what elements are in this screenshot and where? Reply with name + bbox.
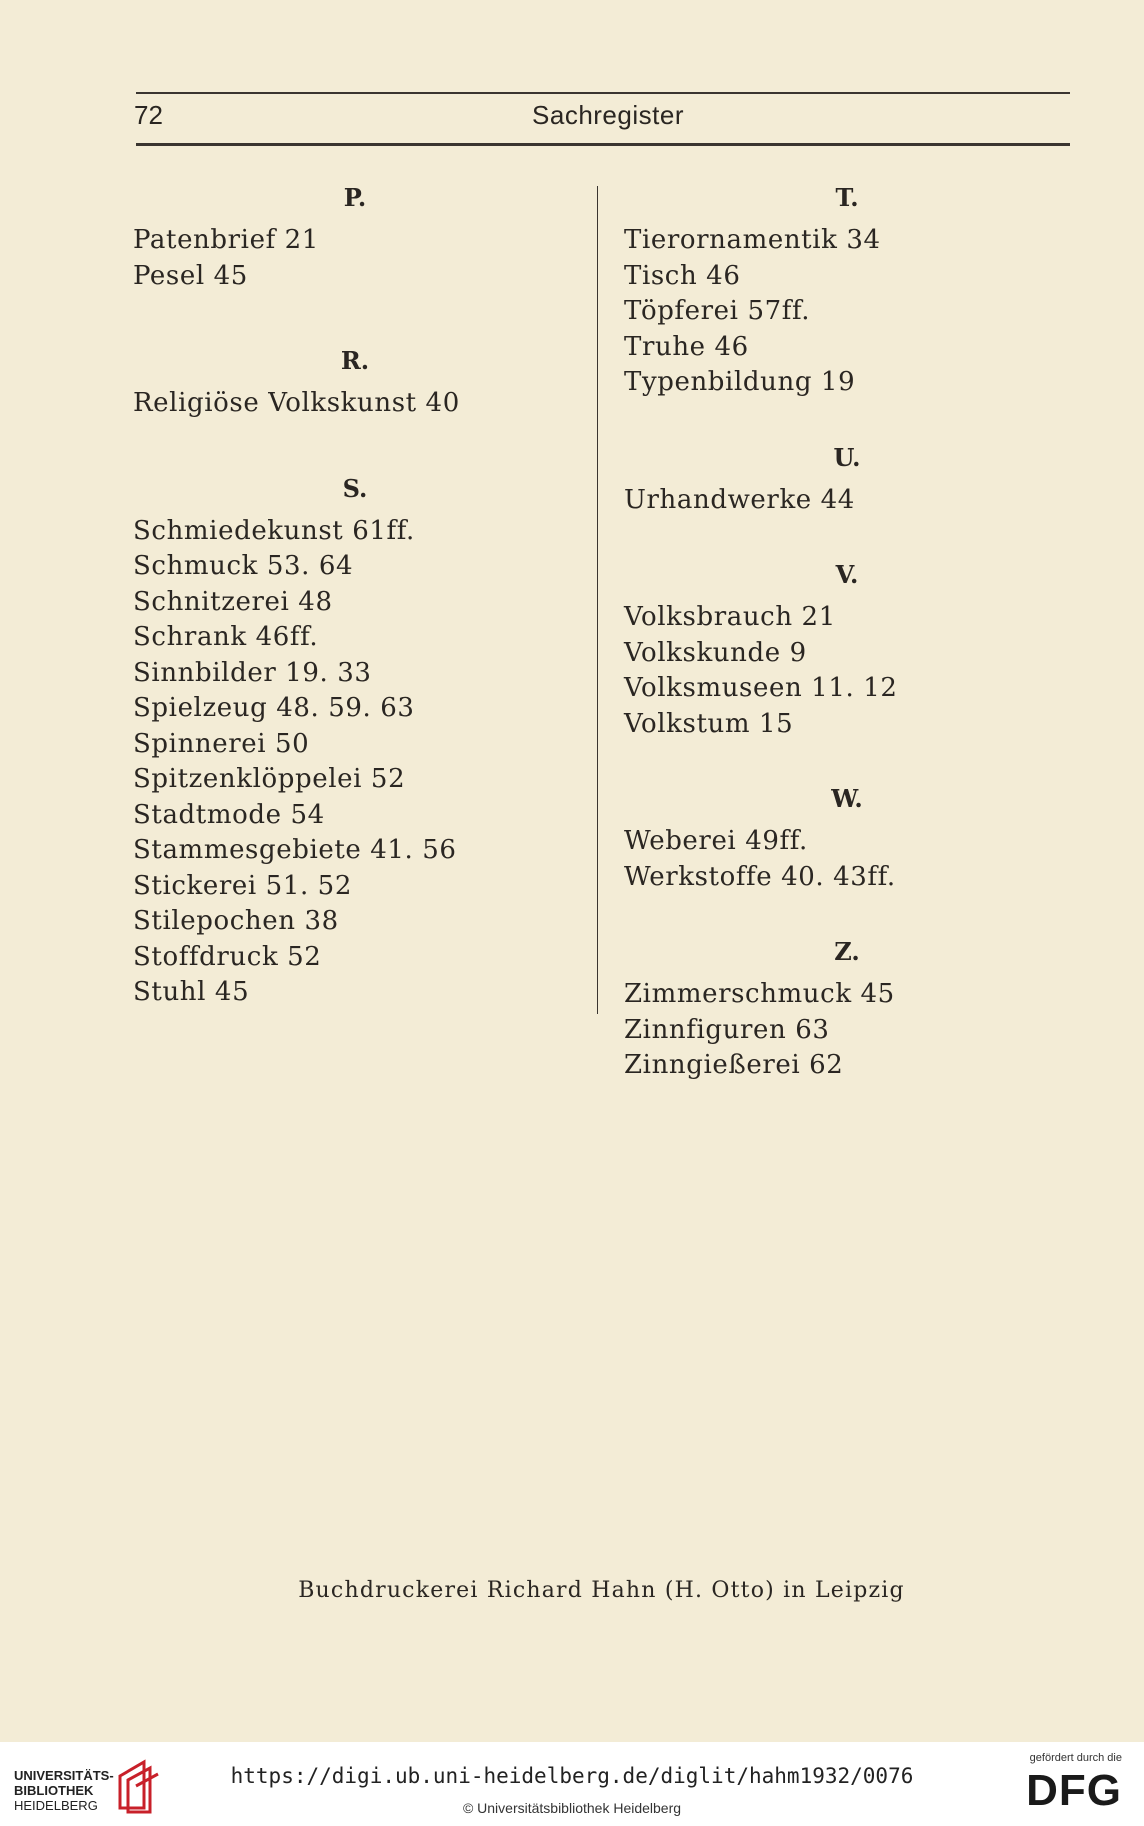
index-entry: Zinnfiguren 63 <box>624 1014 830 1045</box>
letter-heading-t: T. <box>835 183 859 212</box>
index-entry: Werkstoffe 40. 43ff. <box>624 861 896 892</box>
index-entry: Religiöse Volkskunst 40 <box>133 388 460 418</box>
letter-heading-v: V. <box>835 560 859 589</box>
index-entry: Schnitzerei 48 <box>133 586 333 617</box>
funding-note: gefördert durch die <box>1029 1752 1122 1764</box>
printer-imprint: Buchdruckerei Richard Hahn (H. Otto) in Leipzig <box>298 1578 905 1603</box>
index-entry: Weberei 49ff. <box>624 826 808 856</box>
index-entry: Sinnbilder 19. 33 <box>133 657 372 688</box>
index-column-left <box>133 181 593 1011</box>
letter-heading-z: Z. <box>834 937 860 966</box>
page-number: 72 <box>134 100 163 130</box>
index-entry: Volkskunde 9 <box>624 637 807 668</box>
index-entry: Stammesgebiete 41. 56 <box>133 835 457 865</box>
index-entry: Schmiedekunst 61ff. <box>133 515 415 546</box>
index-entry: Zimmerschmuck 45 <box>624 979 895 1009</box>
index-entry: Zinngießerei 62 <box>624 1050 844 1080</box>
index-entry: Schmuck 53. 64 <box>133 551 354 581</box>
letter-heading-p: P. <box>343 183 367 212</box>
index-entry: Truhe 46 <box>624 331 749 362</box>
index-entry: Pesel 45 <box>133 260 248 291</box>
index-entry: Patenbrief 21 <box>133 225 319 255</box>
index-entry: Spielzeug 48. 59. 63 <box>133 693 415 723</box>
index-entry: Volkstum 15 <box>624 708 794 739</box>
index-entry: Stuhl 45 <box>133 977 250 1007</box>
index-entry: Spinnerei 50 <box>133 728 310 759</box>
bottom-rule <box>136 143 1070 146</box>
library-name-line1: UNIVERSITÄTS- <box>14 1768 114 1783</box>
index-entry: Volksbrauch 21 <box>624 602 836 632</box>
index-entry: Urhandwerke 44 <box>624 484 855 515</box>
library-name-line2: BIBLIOTHEK <box>14 1783 94 1798</box>
index-entry: Spitzenklöppelei 52 <box>133 764 406 794</box>
dfg-logo: DFG <box>1026 1766 1122 1815</box>
index-entry: Schrank 46ff. <box>133 622 319 652</box>
index-entry: Stoffdruck 52 <box>133 941 322 972</box>
letter-heading-u: U. <box>833 442 861 472</box>
index-entry: Volksmuseen 11. 12 <box>624 673 898 703</box>
column-divider <box>597 186 598 1014</box>
top-rule <box>136 92 1070 94</box>
digitization-footer <box>0 1742 1144 1826</box>
index-entry: Typenbildung 19 <box>624 367 856 397</box>
index-entry: Tierornamentik 34 <box>624 225 881 255</box>
index-entry: Tisch 46 <box>624 260 741 291</box>
copyright-notice: © Universitätsbibliothek Heidelberg <box>462 1800 682 1816</box>
index-entry: Töpferei 57ff. <box>624 296 811 326</box>
library-name-line3: HEIDELBERG <box>14 1798 98 1813</box>
letter-heading-s: S. <box>342 473 368 503</box>
index-entry: Stadtmode 54 <box>133 799 325 830</box>
permalink-url[interactable]: https://digi.ub.uni-heidelberg.de/diglit/hahm1932/0076 <box>230 1764 914 1788</box>
letter-heading-w: W. <box>831 784 863 813</box>
index-column-right <box>624 181 1064 1084</box>
index-entry: Stilepochen 38 <box>133 906 339 936</box>
running-head: Sachregister <box>532 100 684 130</box>
letter-heading-r: R. <box>340 346 370 375</box>
index-entry: Stickerei 51. 52 <box>133 870 352 901</box>
